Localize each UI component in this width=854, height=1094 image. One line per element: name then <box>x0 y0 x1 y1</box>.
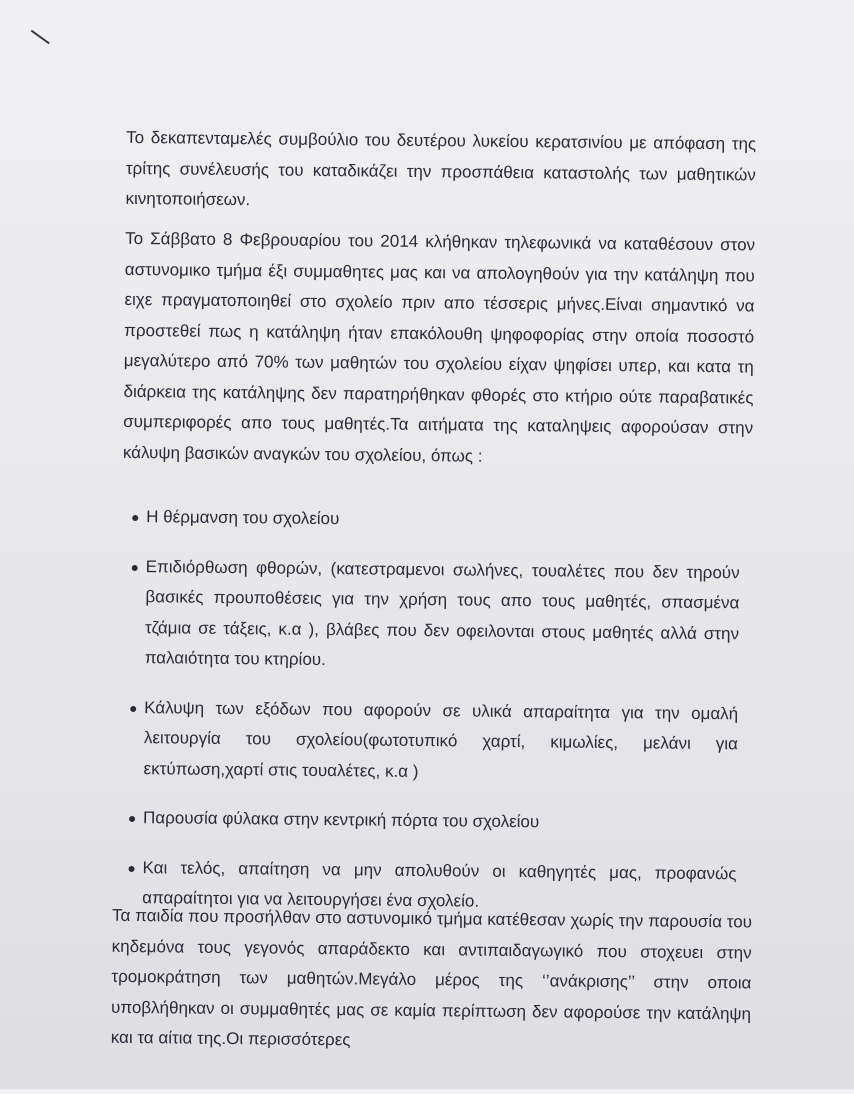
paragraph-police-station: Τα παιδία που προσήλθαν στο αστυνομικό τμήμα κατέθεσαν χωρίς την παρουσία του κηδεμόνα τους γεγονός απαράδεκτο και αντιπαιδαγωγικό που στοχευει στην τρομοκράτηση των μαθητών.Μεγάλο μέρος της ‘’ανάκρισης’’ στην οποια υποβλήθηκαν οι συμμαθητές μας σε καμία περίπτωση δεν αφορούσε την κατάληψη και τα αίτια της.Οι περισσότερες <box>110 905 753 1050</box>
bullet-icon <box>129 816 135 822</box>
list-item-text: Κάλυψη των εξόδων που αφορούν σε υλικά απαραίτητα για την ομαλή λειτουργία του σχολείου(φωτοτυπικό χαρτί, κιμωλίες, μελάνι για εκτύπωση,χαρτί στις τουαλέτες, κ.α ) <box>143 697 739 781</box>
bullet-icon <box>132 564 138 570</box>
list-item-text: Παρουσία φύλακα στην κεντρική πόρτα του σχολείου <box>142 808 540 832</box>
bullet-icon <box>129 865 135 871</box>
list-item <box>127 803 737 840</box>
pen-mark <box>31 30 50 44</box>
list-item <box>127 692 738 790</box>
list-item-text: Και τελός, απαίτηση να μην απολυθούν οι καθηγητές μας, προφανώς απαραίτητοι για να λειτουργήσει ένα σχολείο. <box>142 857 737 911</box>
bullet-icon <box>130 705 136 711</box>
list-item <box>129 551 740 679</box>
bullet-icon <box>132 515 138 521</box>
list-item-text: Επιδιόρθωση φθορών, (κατεστραμενοι σωλήνες, τουαλέτες που δεν τηρούν βασικές προυποθέσεις για την χρήση τους απο τους μαθητές, σπασμένα τζάμια σε τάξεις, κ.α ), βλάβες που δεν οφειλονται στους μαθητές αλλά στην παλαιότητα του κτηρίου. <box>144 556 740 670</box>
list-item-text: Η θέρμανση του σχολείου <box>146 507 340 529</box>
demands-list <box>126 502 740 939</box>
paragraph-intro: Το δεκαπενταμελές συμβούλιο του δευτέρου λυκείου κερατσινίου με απόφαση της τρίτης συνέλευσής του καταδικάζει την προσπάθεια καταστολής των μαθητικών κινητοποιήσεων. <box>125 127 757 210</box>
paragraph-events: Το Σάββατο 8 Φεβρουαρίου του 2014 κλήθηκαν τηλεφωνικά να καταθέσουν στον αστυνομικο τμήμα έξι συμμαθητες μας και να απολογηθούν για την κατάληψη που ειχε πραγματοποιηθεί στο σχολείο πριν απο τέσσερις μήνες.Είναι σημαντικό να προστεθεί πως η κατάληψη ήταν επακόλουθη ψηφοφορίας στην οποία ποσοστό μεγαλύτερο από 70% των μαθητών του σχολείου είχαν ψηφίσει υπερ, και κατα τη διάρκεια της κατάληψης δεν παρατηρήθηκαν φθορές στο κτήριο ούτε παραβατικές συμπεριφορές απο τους μαθητές.Τα αιτήματα της καταληψεις αφορούσαν στην κάλυψη βασικών αναγκών του σχολείου, όπως : <box>122 228 756 466</box>
list-item <box>130 502 740 539</box>
